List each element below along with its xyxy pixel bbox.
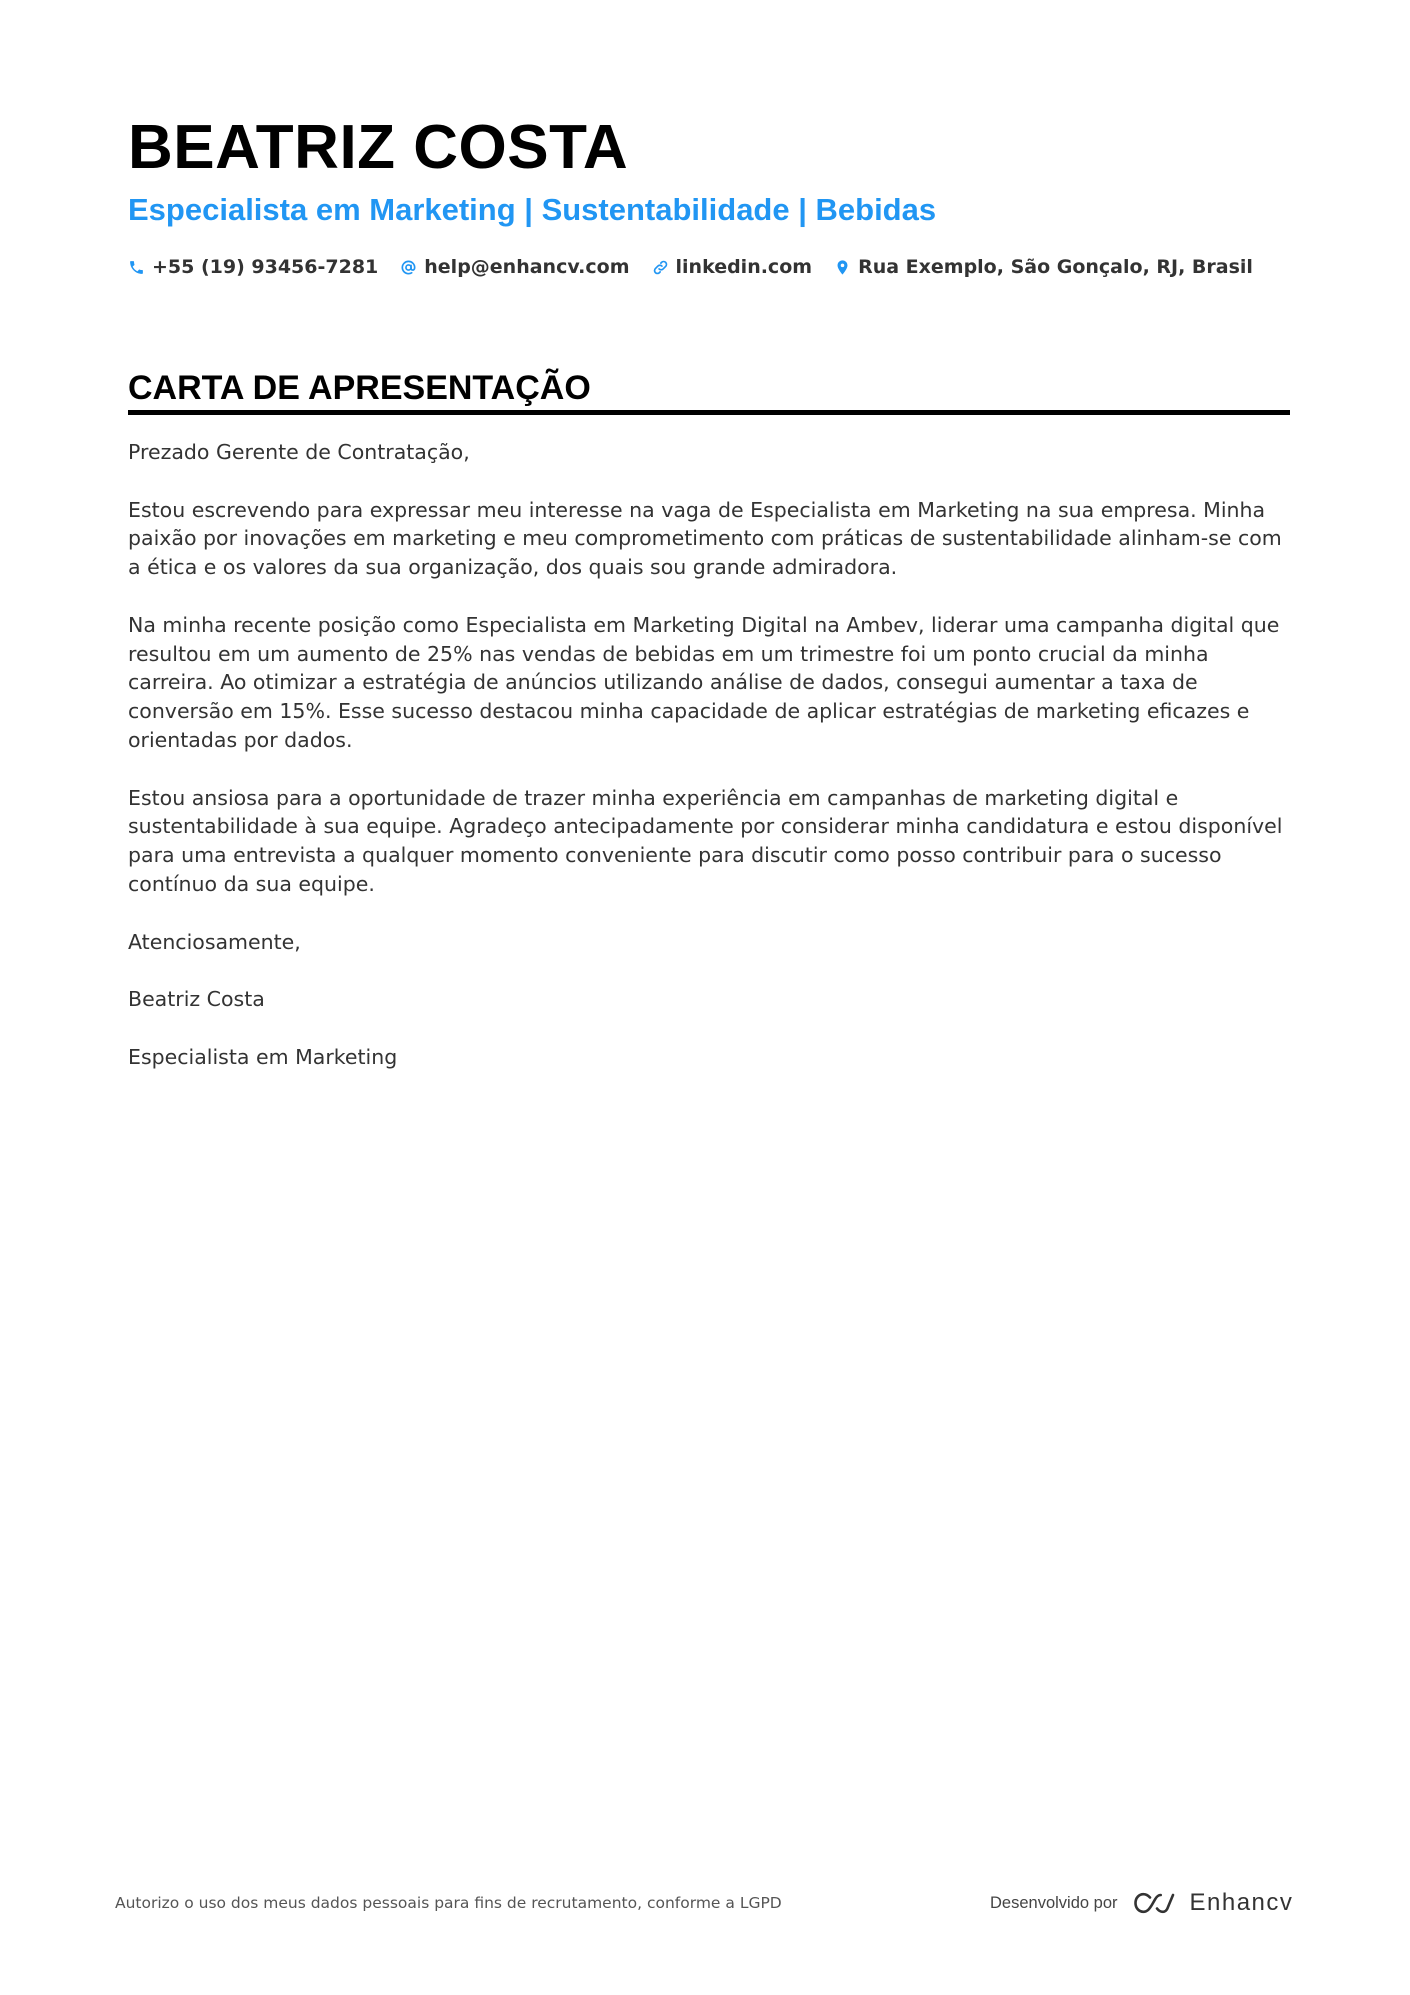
letter-paragraph-experience: Na minha recente posição como Especialista em Marketing Digital na Ambev, liderar uma campanha digital que resultou em um aumento de 25% nas vendas de bebidas em um trimestre foi um ponto crucial da minha carreira. Ao otimizar a estratégia de anúncios utilizando análise de dados, consegui aumentar a taxa de conversão em 15%. Esse sucesso destacou minha capacidade de aplicar estratégias de marketing eficazes e orientadas por dados.	[128, 612, 1280, 752]
link-icon	[652, 259, 669, 276]
letter-paragraph-closing: Estou ansiosa para a oportunidade de trazer minha experiência em campanhas de marketing digital e sustentabilidade à sua equipe. Agradeço antecipadamente por considerar minha candidatura e estou disponível para uma entrevista a qualquer momento conveniente para discutir como posso contribuir para o sucesso contínuo da sua equipe.	[128, 785, 1283, 896]
letter-paragraph-intro: Estou escrevendo para expressar meu interesse na vaga de Especialista em Marketing na sua empresa. Minha paixão por inovações em marketing e meu comprometimento com práticas de sustentabilidade alinham-se com a ética e os valores da sua organização, dos quais sou grande admiradora.	[128, 497, 1282, 580]
brand-name: Enhancv	[1189, 1889, 1294, 1916]
letter-signature-title: Especialista em Marketing	[128, 1044, 398, 1069]
at-icon	[400, 259, 417, 276]
phone-number: +55 (19) 93456-7281	[152, 256, 379, 278]
contact-linkedin[interactable]	[652, 256, 813, 278]
letter-signature-name: Beatriz Costa	[128, 987, 265, 1012]
section-divider	[128, 410, 1290, 415]
phone-icon	[128, 259, 145, 276]
location-pin-icon	[834, 259, 851, 276]
letter-salutation: Prezado Gerente de Contratação,	[128, 440, 470, 464]
powered-by-label: Desenvolvido por	[990, 1893, 1118, 1912]
candidate-name: BEATRIZ COSTA	[128, 113, 629, 182]
contact-phone	[128, 256, 378, 278]
candidate-headline: Especialista em Marketing | Sustentabilidade | Bebidas	[128, 192, 937, 227]
footer-branding[interactable]	[990, 1886, 1293, 1920]
address: Rua Exemplo, São Gonçalo, RJ, Brasil	[858, 256, 1253, 278]
footer-consent: Autorizo o uso dos meus dados pessoais para fins de recrutamento, conforme a LGPD	[115, 1894, 782, 1912]
section-title: CARTA DE APRESENTAÇÃO	[128, 369, 591, 407]
letter-body	[128, 438, 1290, 1100]
linkedin-link: linkedin.com	[675, 256, 813, 278]
email-address: help@enhancv.com	[424, 256, 630, 278]
contact-email[interactable]	[400, 256, 629, 278]
contact-info	[128, 252, 1253, 282]
contact-address	[834, 256, 1253, 278]
letter-signoff: Atenciosamente,	[128, 929, 301, 954]
enhancv-logo-icon	[1130, 1890, 1178, 1916]
